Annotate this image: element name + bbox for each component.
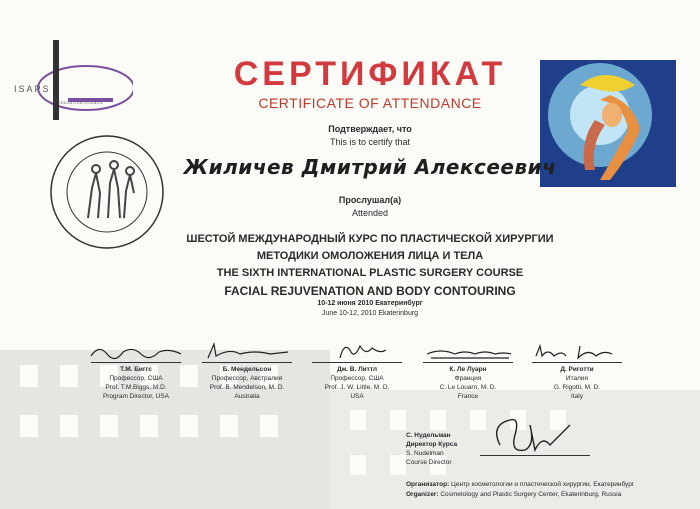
certificate-title: СЕРТИФИКАТ (233, 55, 507, 93)
signatory-name-ru: Т.М. Биггс (120, 366, 152, 373)
signature-image (310, 340, 405, 362)
signatory-role-en: USA (350, 393, 364, 400)
organizer-ru (406, 480, 634, 490)
director-role-ru: Директор Курса (406, 441, 458, 448)
signature-image (89, 340, 184, 362)
signatory-name-ru: Д. Риготти (560, 366, 594, 373)
signatory-name-en: G. Rigotti, M. D. (553, 384, 601, 391)
course-date-en: June 10-12, 2010 Ekaterinburg (321, 310, 419, 317)
signatory-name-en: Prof. J. W. Little, M. D. (324, 384, 390, 391)
signatory-role-en: Program Director, USA (102, 393, 170, 400)
organizer-value-en: Cosmetology and Plastic Surgery Center, Ekaterinburg, Russia (440, 491, 622, 498)
signatory-name-ru: К. Ле Луарн (449, 366, 487, 373)
confirm-text-ru: Подтверждает, что (328, 124, 412, 134)
course-title-en-line2: FACIAL REJUVENATION AND BODY CONTOURING (224, 284, 516, 298)
attended-text-ru: Прослушал(а) (338, 195, 402, 205)
organizer-label-en: Organizer: (406, 491, 439, 498)
director-name-ru: С. Нудельман (406, 432, 451, 439)
isaps-logo (8, 40, 133, 125)
signatory-role-ru: Профессор, Австралия (211, 375, 283, 382)
signatory-little (307, 340, 407, 401)
signatory-name-ru: Б. Мендельсон (222, 366, 272, 373)
course-title-en-line1: THE SIXTH INTERNATIONAL PLASTIC SURGERY COURSE (216, 267, 524, 279)
signature-line (423, 362, 513, 363)
signatory-name-en: Prof. T.M.Biggs, M.D. (105, 384, 167, 391)
signatory-role-en: Italy (571, 393, 583, 400)
course-title-ru-line1: ШЕСТОЙ МЕЖДУНАРОДНЫЙ КУРС ПО ПЛАСТИЧЕСКОЙ ХИРУРГИИ (186, 233, 554, 245)
signatory-mendelson (197, 340, 297, 401)
organizer-info (406, 480, 634, 500)
isaps-logo-text: ISAPS (14, 84, 51, 94)
signatory-le-louarn (418, 340, 518, 401)
signatory-role-ru: Италия (565, 375, 589, 382)
organizer-value-ru: Центр косметологии и пластической хирургии, Екатеринбург (451, 481, 635, 488)
director-signature-image (480, 405, 600, 460)
director-role-en: Course Director (406, 459, 452, 466)
signatory-name-en: C. Le Louarn, M. D. (439, 384, 497, 391)
signatory-role-en: France (457, 393, 479, 400)
signature-image (200, 340, 295, 362)
signature-line (532, 362, 622, 363)
signatory-role-ru: Профессор, США (330, 375, 384, 382)
recipient-name: Жиличев Дмитрий Алексеевич (183, 155, 557, 179)
signatory-role-ru: Франция (454, 375, 482, 382)
signature-image (530, 340, 625, 362)
signatory-rigotti (527, 340, 627, 401)
director-name-en: S. Nudelman (406, 450, 444, 457)
attended-text-en: Attended (351, 208, 389, 218)
signatory-name-ru: Дж. В. Литтл (336, 366, 378, 373)
course-title-ru-line2: МЕТОДИКИ ОМОЛОЖЕНИЯ ЛИЦА И ТЕЛА (256, 250, 484, 262)
certificate-subtitle: CERTIFICATE OF ATTENDANCE (258, 95, 482, 111)
organizer-label-ru: Организатор: (406, 481, 450, 488)
course-director (406, 431, 457, 467)
signature-line (91, 362, 181, 363)
signatory-biggs (86, 340, 186, 401)
director-signature-line (480, 455, 590, 456)
organizer-en (406, 490, 634, 500)
isaps-logo-subtext: EDUCATION COUNCIL (58, 101, 104, 105)
confirm-text-en: This is to certify that (329, 137, 411, 147)
signatory-role-en: Australia (234, 393, 260, 400)
signature-line (312, 362, 402, 363)
signatory-role-ru: Профессор, США (109, 375, 163, 382)
signature-image (421, 340, 516, 362)
signature-line (202, 362, 292, 363)
signatory-name-en: Prof. B. Mendelson, M. D. (209, 384, 285, 391)
course-date-ru: 10-12 июня 2010 Екатеринбург (317, 300, 423, 307)
